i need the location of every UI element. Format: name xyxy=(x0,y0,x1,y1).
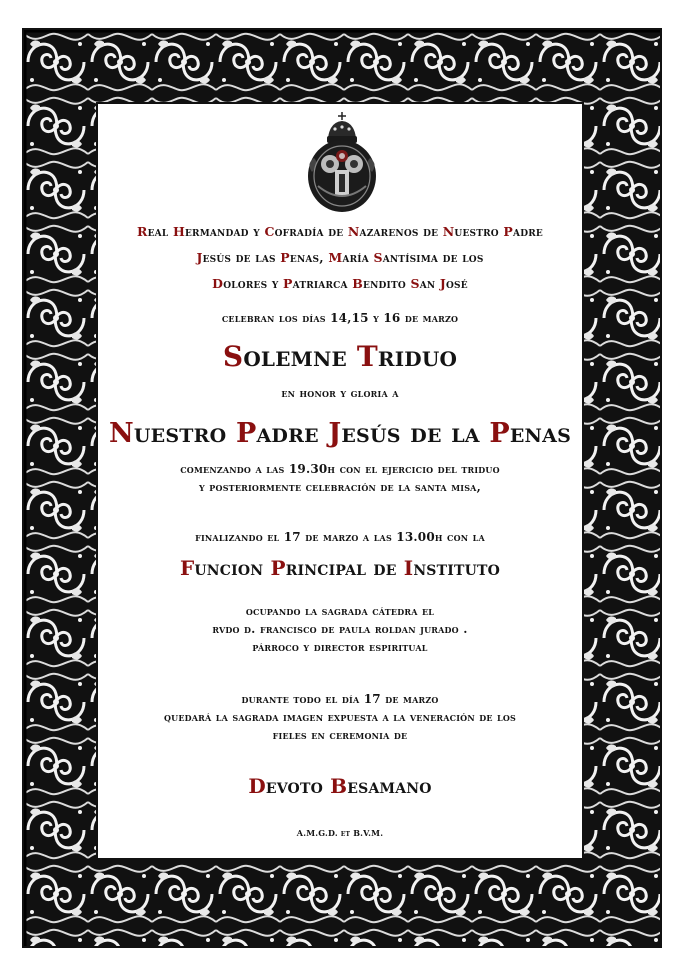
honor-line: en honor y gloria a xyxy=(281,386,399,400)
preacher-line-2: rvdo d. francisco de paula roldan jurado . xyxy=(212,622,468,636)
besamano-intro-line-3: fieles en ceremonia de xyxy=(272,728,408,742)
title-devoto-besamano: Devoto Besamano xyxy=(248,774,432,798)
besamano-intro-line-2: quedará la sagrada imagen expuesta a la veneración de los xyxy=(163,710,517,724)
brotherhood-name-line-1: Real Hermandad y Cofradía de Nazarenos de Nuestro Padre xyxy=(137,224,543,239)
crowned-coat-of-arms-icon xyxy=(304,112,380,214)
brotherhood-name-line-3: Dolores y Patriarca Bendito San José xyxy=(212,276,468,291)
schedule-line-2: y posteriormente celebración de la santa misa, xyxy=(199,480,481,494)
title-solemne-triduo: Solemne Triduo xyxy=(222,340,458,373)
besamano-intro-line-1: durante todo el día 17 de marzo xyxy=(241,692,439,706)
brotherhood-name-line-2: Jesús de las Penas, María Santísima de los xyxy=(196,250,484,265)
celebration-dates: celebran los días 14,15 y 16 de marzo xyxy=(221,311,459,325)
preacher-line-1: ocupando la sagrada cátedra el xyxy=(245,604,435,618)
schedule-line-1: comenzando a las 19.30h con el ejercicio del triduo xyxy=(180,462,500,476)
footer-motto: A.M.G.D. et B.V.M. xyxy=(296,828,384,838)
content-panel xyxy=(96,102,584,860)
preacher-line-3: párroco y director espiritual xyxy=(252,640,428,654)
title-funcion-principal: Funcion Principal de Instituto xyxy=(179,556,501,580)
title-nuestro-padre: Nuestro Padre Jesús de la Penas xyxy=(109,418,571,449)
closing-line: finalizando el 17 de marzo a las 13.00h con la xyxy=(195,530,485,544)
